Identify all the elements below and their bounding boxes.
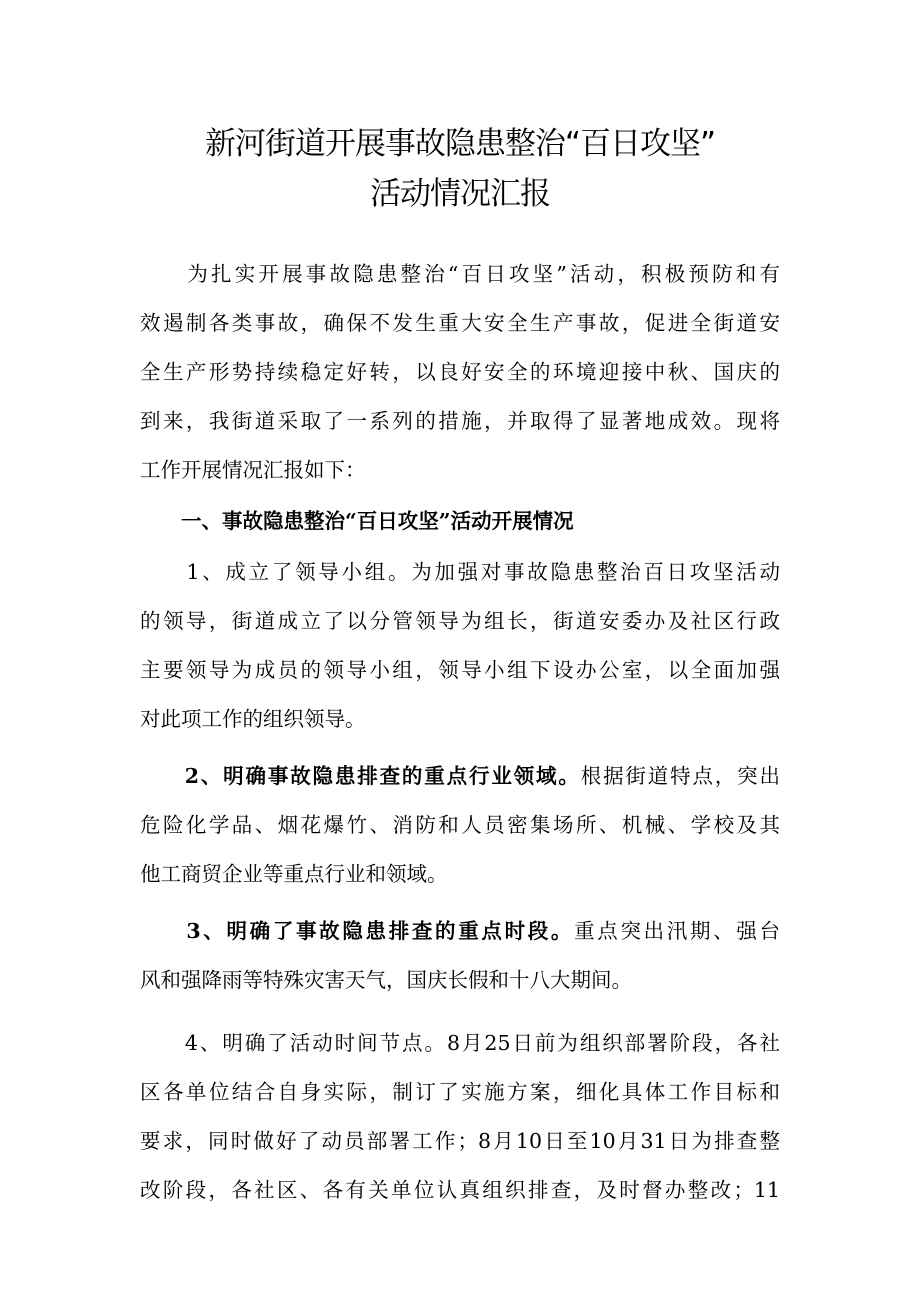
item-2-paragraph (140, 752, 780, 899)
item-1-line-1: 1、成立了领导小组。为加强对事故隐患整治百日攻坚活动 (140, 560, 780, 584)
item-1-line-3: 主要领导为成员的领导小组，领导小组下设办公室，以全面加强 (140, 658, 780, 682)
item-2-line-2: 危险化学品、烟花爆竹、消防和人员密集场所、机械、学校及其 (140, 813, 780, 837)
item-3-paragraph (140, 907, 780, 1005)
item-4-line-3: 要求，同时做好了动员部署工作；8月10日至10月31日为排查整 (140, 1129, 780, 1153)
intro-line-4: 到来，我街道采取了一系列的措施，并取得了显著地成效。现将 (140, 409, 780, 433)
item-4-line-1: 4、明确了活动时间节点。8月25日前为组织部署阶段，各社 (140, 1031, 780, 1055)
item-2-bold-lead: 2、明确事故隐患排查的重点行业领域。 (140, 764, 581, 788)
item-3-bold-lead: 3、明确了事故隐患排查的重点时段。 (140, 919, 575, 943)
item-2-lead-rest: 根据街道特点，突出 (580, 764, 780, 788)
intro-line-2: 效遏制各类事故，确保不发生重大安全生产事故，促进全街道安 (140, 311, 780, 335)
item-2-line-1 (140, 752, 780, 801)
section-1-heading: 一、事故隐患整治“百日攻坚”活动开展情况 (140, 509, 574, 533)
intro-paragraph (140, 250, 780, 495)
intro-line-3: 全生产形势持续稳定好转，以良好安全的环境迎接中秋、国庆的 (140, 360, 780, 384)
intro-line-5: 工作开展情况汇报如下： (140, 458, 366, 482)
document-body (140, 250, 780, 1215)
item-1-line-2: 的领导，街道成立了以分管领导为组长，街道安委办及社区行政 (140, 609, 780, 633)
intro-line-1: 为扎实开展事故隐患整治“百日攻坚”活动，积极预防和有 (140, 262, 780, 286)
item-3-lead-rest: 重点突出汛期、强台 (574, 919, 781, 943)
document-title-line-1: 新河街道开展事故隐患整治“百日攻坚” (204, 126, 716, 162)
item-4-paragraph (140, 1019, 780, 1215)
item-3-line-2: 风和强降雨等特殊灾害天气，国庆长假和十八大期间。 (140, 968, 632, 992)
item-2-line-3: 他工商贸企业等重点行业和领域。 (140, 862, 448, 886)
item-1-line-4: 对此项工作的组织领导。 (140, 707, 366, 731)
document-title-line-2: 活动情况汇报 (370, 176, 550, 212)
item-1-paragraph (140, 548, 780, 744)
item-3-line-1 (140, 907, 780, 956)
item-4-line-4: 改阶段，各社区、各有关单位认真组织排查，及时督办整改；11 (140, 1178, 780, 1202)
item-4-line-2: 区各单位结合自身实际，制订了实施方案，细化具体工作目标和 (140, 1080, 780, 1104)
